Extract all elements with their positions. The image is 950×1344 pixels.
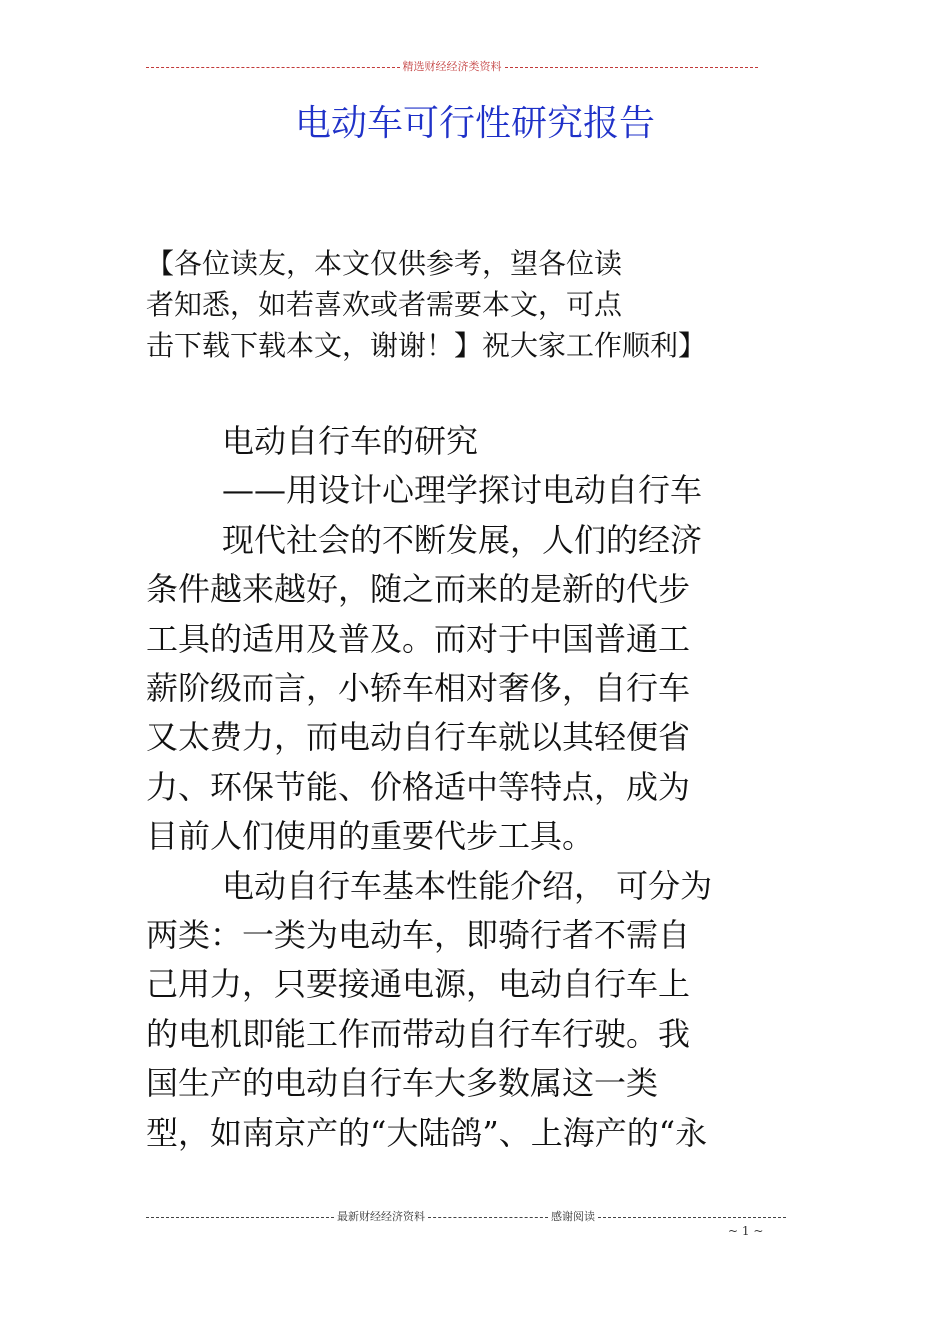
reader-notice [146,243,786,366]
paragraph-line: 己用力，只要接通电源，电动自行车上 [146,965,691,1004]
document-body [146,417,806,1158]
footer-dash-middle [428,1217,548,1218]
paragraph-line: 力、环保节能、价格适中等特点，成为 [146,767,691,806]
paragraph-line: 电动自行车基本性能介绍， 可分为 [222,866,713,905]
section-subheading: ——用设计心理学探讨电动自行车 [222,471,703,510]
footer-rule [146,1210,786,1224]
paragraph-line: 现代社会的不断发展，人们的经济 [222,520,703,559]
paragraph-line: 薪阶级而言，小轿车相对奢侈，自行车 [146,669,691,708]
notice-line: 【各位读友，本文仅供参考，望各位读 [146,247,623,280]
document-title: 电动车可行性研究报告 [294,103,655,144]
page-number: ~ 1 ~ [728,1224,764,1238]
footer-right-label: 感谢阅读 [551,1210,595,1223]
footer-left-label: 最新财经经济资料 [337,1210,425,1223]
notice-line: 击下载下载本文，谢谢！】祝大家工作顺利】 [146,329,707,362]
paragraph-line: 条件越来越好，随之而来的是新的代步 [146,570,691,609]
footer-dash-left [146,1217,334,1218]
notice-line: 者知悉，如若喜欢或者需要本文，可点 [146,288,623,321]
header-dash-left [146,67,400,68]
paragraph-line: 两类：一类为电动车，即骑行者不需自 [146,916,691,955]
section-heading: 电动自行车的研究 [222,422,479,460]
paragraph-line: 工具的适用及普及。而对于中国普通工 [146,619,691,658]
paragraph-line: 国生产的电动自行车大多数属这一类 [146,1064,659,1103]
paragraph-line: 的电机即能工作而带动自行车行驶。我 [146,1014,691,1053]
footer-dash-right [598,1217,786,1218]
paragraph-line: 又太费力，而电动自行车就以其轻便省 [146,718,691,757]
paragraph-line: 目前人们使用的重要代步工具。 [146,817,595,856]
header-label: 精选财经经济类资料 [402,60,502,73]
header-dash-right [505,67,759,68]
paragraph-line: 型，如南京产的“大陆鸽”、上海产的“永 [146,1113,708,1152]
header-rule [146,60,758,74]
